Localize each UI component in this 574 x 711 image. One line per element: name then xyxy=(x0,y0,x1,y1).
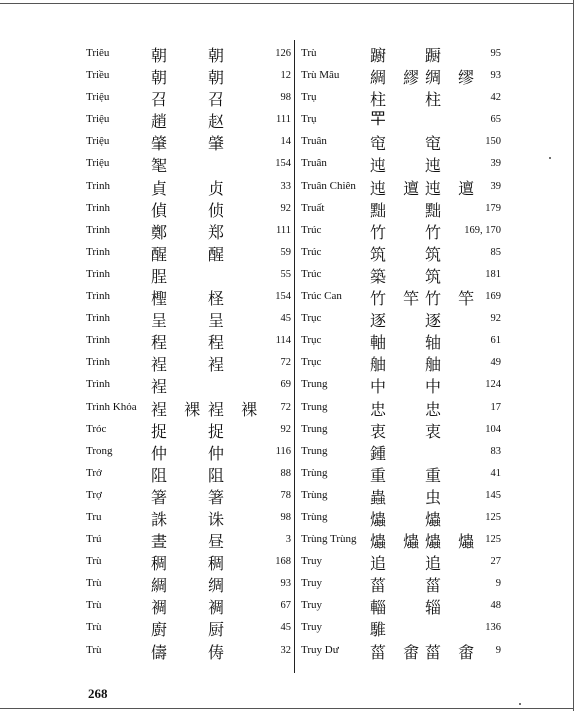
page-reference: 65 xyxy=(490,114,501,126)
entry-term: Trục xyxy=(301,356,322,369)
index-entry xyxy=(86,263,291,285)
page-reference: 61 xyxy=(490,335,501,347)
page-reference: 154 xyxy=(275,291,291,303)
traditional-character: 竹 竿 xyxy=(370,289,426,309)
traditional-character: 程 xyxy=(151,333,174,353)
index-entry xyxy=(86,639,291,661)
speck-mark xyxy=(549,157,551,159)
entry-term: Trúc xyxy=(301,223,322,236)
simplified-character: 迍 邅 xyxy=(425,178,481,198)
simplified-character: 裎 裸 xyxy=(208,399,264,419)
page-reference: 111 xyxy=(276,114,291,126)
entry-term: Trung xyxy=(301,444,328,457)
index-entry xyxy=(301,152,501,174)
simplified-character: 竹 竿 xyxy=(425,289,481,309)
index-entry xyxy=(301,263,501,285)
index-entry xyxy=(86,418,291,440)
page-reference: 169 xyxy=(485,291,501,303)
bottom-border-line xyxy=(0,708,574,709)
entry-term: Trở xyxy=(86,466,102,479)
traditional-character: 醒 xyxy=(151,244,174,264)
page-reference: 12 xyxy=(280,70,291,82)
traditional-character: 肇 xyxy=(151,134,174,154)
index-entry xyxy=(301,373,501,395)
entry-term: Trụ xyxy=(301,91,317,104)
entry-term: Trình xyxy=(86,356,111,369)
entry-term: Trinh xyxy=(86,179,111,192)
entry-term: Trình xyxy=(86,378,111,391)
index-entry xyxy=(301,86,501,108)
index-entry xyxy=(86,329,291,351)
index-entry xyxy=(301,285,501,307)
index-column-left xyxy=(86,42,291,661)
simplified-character: 侦 xyxy=(208,200,231,220)
traditional-character: 捉 xyxy=(151,421,174,441)
simplified-character: 菑 xyxy=(425,576,448,596)
simplified-character: 迍 xyxy=(425,156,448,176)
simplified-character: 郑 xyxy=(208,222,231,242)
entry-term: Trợ xyxy=(86,488,102,501)
page-reference: 181 xyxy=(485,268,501,280)
page-reference: 33 xyxy=(280,180,291,192)
index-entry xyxy=(86,373,291,395)
traditional-character: 衷 xyxy=(370,421,393,441)
simplified-character: 菑 畬 xyxy=(425,642,481,662)
index-entry xyxy=(301,550,501,572)
simplified-character: 虫 xyxy=(425,487,448,507)
entry-term: Truy xyxy=(301,599,322,612)
simplified-character: 绸 xyxy=(208,576,231,596)
simplified-character: 醒 xyxy=(208,244,231,264)
index-entry xyxy=(301,329,501,351)
simplified-character: 衷 xyxy=(425,421,448,441)
index-entry xyxy=(86,108,291,130)
page-reference: 93 xyxy=(280,578,291,590)
traditional-character: 貞 xyxy=(151,178,174,198)
index-entry xyxy=(301,440,501,462)
page-reference: 14 xyxy=(280,136,291,148)
entry-term: Trục xyxy=(301,334,322,347)
simplified-character: 辎 xyxy=(425,598,448,618)
simplified-character: 程 xyxy=(208,333,231,353)
page-reference: 39 xyxy=(490,180,501,192)
simplified-character: 贞 xyxy=(208,178,231,198)
traditional-character: 鍾 xyxy=(370,443,393,463)
page-reference: 88 xyxy=(280,467,291,479)
entry-term: Trù xyxy=(86,555,102,568)
simplified-character: 稠 xyxy=(208,554,231,574)
page-reference: 168 xyxy=(275,556,291,568)
simplified-character: 召 xyxy=(208,90,231,110)
page-reference: 124 xyxy=(485,379,501,391)
simplified-character: 中 xyxy=(425,377,448,397)
page-reference: 150 xyxy=(485,136,501,148)
traditional-character: 檉 xyxy=(151,289,174,309)
index-entry xyxy=(86,528,291,550)
top-border-line xyxy=(0,3,574,4)
simplified-character: 朝 xyxy=(208,68,231,88)
simplified-character: 蹰 xyxy=(425,46,448,65)
entry-term: Trinh xyxy=(86,223,111,236)
index-entry xyxy=(301,506,501,528)
simplified-character: 朝 xyxy=(208,46,231,65)
traditional-character: 黜 xyxy=(370,200,393,220)
page-reference: 104 xyxy=(485,423,501,435)
traditional-character: 裎 xyxy=(151,355,174,375)
index-entry xyxy=(301,639,501,661)
entry-term: Truân xyxy=(301,157,327,170)
traditional-character: 重 xyxy=(370,465,393,485)
traditional-character: 㲛 xyxy=(151,156,174,176)
traditional-character: 儔 xyxy=(151,642,174,662)
simplified-character: 诛 xyxy=(208,509,231,529)
index-entry xyxy=(86,197,291,219)
traditional-character: 菑 xyxy=(370,576,393,596)
index-entry xyxy=(86,64,291,86)
page-number: 268 xyxy=(88,686,108,701)
traditional-character: 召 xyxy=(151,90,174,110)
entry-term: Trúc xyxy=(301,267,322,280)
index-entry xyxy=(86,572,291,594)
simplified-character: 阻 xyxy=(208,465,231,485)
traditional-character: 箸 xyxy=(151,487,174,507)
traditional-character: 迍 xyxy=(370,156,393,176)
traditional-character: 竹 xyxy=(370,222,393,242)
page-reference: 69 xyxy=(280,379,291,391)
entry-term: Trù Mâu xyxy=(301,69,340,82)
entry-term: Truất xyxy=(301,201,325,214)
index-entry xyxy=(86,241,291,263)
entry-term: Triệu xyxy=(86,91,110,104)
traditional-character: 𦉴 xyxy=(370,109,393,129)
entry-term: Truân Chiên xyxy=(301,179,356,192)
page-reference: 9 xyxy=(495,578,501,590)
entry-term: Trú xyxy=(86,533,102,546)
simplified-character: 俦 xyxy=(208,642,231,662)
index-entry xyxy=(86,484,291,506)
index-entry xyxy=(86,86,291,108)
page-reference: 125 xyxy=(485,534,501,546)
traditional-character: 舳 xyxy=(370,355,393,375)
entry-term: Trình xyxy=(86,334,111,347)
simplified-character: 仲 xyxy=(208,443,231,463)
traditional-character: 騅 xyxy=(370,620,393,640)
simplified-character: 厨 xyxy=(208,620,231,640)
simplified-character: 箸 xyxy=(208,487,231,507)
entry-term: Truân xyxy=(301,135,327,148)
page-reference: 85 xyxy=(490,246,501,258)
index-entry xyxy=(86,351,291,373)
page-reference: 45 xyxy=(280,313,291,325)
simplified-character: 呈 xyxy=(208,311,231,331)
index-entry xyxy=(301,462,501,484)
page-reference: 92 xyxy=(280,202,291,214)
entry-term: Trung xyxy=(301,400,328,413)
entry-term: Triều xyxy=(86,69,110,82)
page-reference: 92 xyxy=(490,313,501,325)
entry-term: Trung xyxy=(301,378,328,391)
simplified-character: 赵 xyxy=(208,112,231,132)
traditional-character: 綢 xyxy=(151,576,174,596)
index-entry xyxy=(86,440,291,462)
entry-term: Trong xyxy=(86,444,113,457)
index-entry xyxy=(301,351,501,373)
page-reference: 27 xyxy=(490,556,501,568)
traditional-character: 窀 xyxy=(370,134,393,154)
page-reference: 95 xyxy=(490,48,501,59)
page-reference: 179 xyxy=(485,202,501,214)
traditional-character: 廚 xyxy=(151,620,174,640)
traditional-character: 誅 xyxy=(151,509,174,529)
simplified-character: 筑 xyxy=(425,266,448,286)
entry-term: Truy xyxy=(301,555,322,568)
entry-term: Trù xyxy=(86,643,102,656)
page-reference: 145 xyxy=(485,489,501,501)
index-entry xyxy=(301,108,501,130)
speck-mark xyxy=(519,703,521,705)
entry-term: Triệu xyxy=(86,113,110,126)
page-reference: 98 xyxy=(280,92,291,104)
index-entry xyxy=(86,285,291,307)
page-reference: 126 xyxy=(275,48,291,59)
simplified-character: 逐 xyxy=(425,311,448,331)
entry-term: Trình Khỏa xyxy=(86,400,137,413)
page-reference: 41 xyxy=(490,467,501,479)
simplified-character: 舳 xyxy=(425,355,448,375)
index-entry xyxy=(86,219,291,241)
index-entry xyxy=(86,42,291,64)
entry-term: Trù xyxy=(86,599,102,612)
page-reference: 48 xyxy=(490,600,501,612)
entry-term: Trùng xyxy=(301,466,328,479)
page-reference: 3 xyxy=(285,534,291,546)
simplified-character: 爞 爞 xyxy=(425,532,481,552)
index-entry xyxy=(301,396,501,418)
page-reference: 17 xyxy=(490,401,501,413)
traditional-character: 爞 xyxy=(370,509,393,529)
traditional-character: 忠 xyxy=(370,399,393,419)
page-reference: 72 xyxy=(280,401,291,413)
traditional-character: 蟲 xyxy=(370,487,393,507)
entry-term: Tróc xyxy=(86,422,107,435)
entry-term: Trình xyxy=(86,267,111,280)
traditional-character: 趙 xyxy=(151,112,174,132)
page-reference: 49 xyxy=(490,357,501,369)
page-reference: 45 xyxy=(280,622,291,634)
index-entry xyxy=(86,616,291,638)
page-reference: 42 xyxy=(490,92,501,104)
simplified-character: 重 xyxy=(425,465,448,485)
index-entry xyxy=(301,175,501,197)
entry-term: Triêu xyxy=(86,47,110,59)
entry-term: Trung xyxy=(301,422,328,435)
page-reference: 92 xyxy=(280,423,291,435)
index-entry xyxy=(301,616,501,638)
traditional-character: 綢 繆 xyxy=(370,68,426,88)
index-entry xyxy=(301,307,501,329)
traditional-character: 追 xyxy=(370,554,393,574)
index-entry xyxy=(301,594,501,616)
page-reference: 67 xyxy=(280,600,291,612)
traditional-character: 裯 xyxy=(151,598,174,618)
page-reference: 169, 170 xyxy=(464,224,501,236)
traditional-character: 偵 xyxy=(151,200,174,220)
page-reference: 78 xyxy=(280,489,291,501)
entry-term: Trúc Can xyxy=(301,290,342,303)
entry-term: Trục xyxy=(301,312,322,325)
page-reference: 59 xyxy=(280,246,291,258)
page-reference: 83 xyxy=(490,445,501,457)
index-entry xyxy=(86,462,291,484)
traditional-character: 裎 裸 xyxy=(151,399,207,419)
traditional-character: 阻 xyxy=(151,465,174,485)
simplified-character: 爞 xyxy=(425,509,448,529)
simplified-character: 轴 xyxy=(425,333,448,353)
index-entry xyxy=(86,307,291,329)
traditional-character: 朝 xyxy=(151,46,174,65)
index-entry xyxy=(86,152,291,174)
traditional-character: 晝 xyxy=(151,532,174,552)
index-entry xyxy=(86,550,291,572)
traditional-character: 柱 xyxy=(370,90,393,110)
index-entry xyxy=(301,197,501,219)
simplified-character: 柽 xyxy=(208,289,231,309)
traditional-character: 裎 xyxy=(151,377,174,397)
entry-term: Truy xyxy=(301,577,322,590)
entry-term: Truy xyxy=(301,621,322,634)
simplified-character: 绸 缪 xyxy=(425,68,481,88)
traditional-character: 軸 xyxy=(370,333,393,353)
entry-term: Trụ xyxy=(301,113,317,126)
traditional-character: 菑 畬 xyxy=(370,642,426,662)
entry-term: Trù xyxy=(86,621,102,634)
column-divider xyxy=(294,40,295,673)
entry-term: Trúc xyxy=(301,245,322,258)
entry-term: Trùng xyxy=(301,488,328,501)
traditional-character: 迍 邅 xyxy=(370,178,426,198)
page-reference: 39 xyxy=(490,158,501,170)
index-entry xyxy=(86,175,291,197)
simplified-character: 追 xyxy=(425,554,448,574)
page-reference: 116 xyxy=(275,445,291,457)
traditional-character: 中 xyxy=(370,377,393,397)
page-reference: 136 xyxy=(485,622,501,634)
traditional-character: 爞 爞 xyxy=(370,532,426,552)
simplified-character: 忠 xyxy=(425,399,448,419)
index-entry xyxy=(86,594,291,616)
index-entry xyxy=(301,528,501,550)
page-reference: 125 xyxy=(485,511,501,523)
traditional-character: 築 xyxy=(370,266,393,286)
page-reference: 72 xyxy=(280,357,291,369)
page-reference: 9 xyxy=(495,644,501,656)
page-reference: 55 xyxy=(280,268,291,280)
entry-term: Tru xyxy=(86,510,102,523)
page-reference: 93 xyxy=(490,70,501,82)
simplified-character: 黜 xyxy=(425,200,448,220)
simplified-character: 裯 xyxy=(208,598,231,618)
traditional-character: 鄭 xyxy=(151,222,174,242)
simplified-character: 竹 xyxy=(425,222,448,242)
traditional-character: 呈 xyxy=(151,311,174,331)
simplified-character: 昼 xyxy=(208,532,231,552)
entry-term: Triệu xyxy=(86,157,110,170)
index-entry xyxy=(301,572,501,594)
simplified-character: 捉 xyxy=(208,421,231,441)
entry-term: Trinh xyxy=(86,201,111,214)
index-entry xyxy=(301,484,501,506)
entry-term: Triệu xyxy=(86,135,110,148)
page-reference: 111 xyxy=(276,224,291,236)
traditional-character: 筑 xyxy=(370,244,393,264)
index-entry xyxy=(301,130,501,152)
entry-term: Trình xyxy=(86,312,111,325)
traditional-character: 朝 xyxy=(151,68,174,88)
index-entry xyxy=(301,42,501,64)
traditional-character: 稠 xyxy=(151,554,174,574)
entry-term: Trùng xyxy=(301,510,328,523)
page-reference: 154 xyxy=(275,158,291,170)
index-entry xyxy=(86,506,291,528)
traditional-character: 躕 xyxy=(370,46,393,65)
simplified-character: 筑 xyxy=(425,244,448,264)
entry-term: Trù xyxy=(86,577,102,590)
page-reference: 32 xyxy=(280,644,291,656)
index-entry xyxy=(301,241,501,263)
simplified-character: 窀 xyxy=(425,134,448,154)
index-entry xyxy=(86,130,291,152)
simplified-character: 肇 xyxy=(208,134,231,154)
entry-term: Trình xyxy=(86,290,111,303)
index-entry xyxy=(301,219,501,241)
simplified-character: 柱 xyxy=(425,90,448,110)
traditional-character: 逐 xyxy=(370,311,393,331)
index-column-right xyxy=(301,42,501,661)
traditional-character: 脭 xyxy=(151,266,174,286)
entry-term: Trù xyxy=(301,47,317,59)
traditional-character: 仲 xyxy=(151,443,174,463)
entry-term: Truy Dư xyxy=(301,643,339,656)
index-entry xyxy=(301,418,501,440)
entry-term: Trình xyxy=(86,245,111,258)
page-reference: 114 xyxy=(275,335,291,347)
page-reference: 98 xyxy=(280,511,291,523)
entry-term: Trùng Trùng xyxy=(301,533,357,546)
index-entry xyxy=(301,64,501,86)
index-entry xyxy=(86,396,291,418)
traditional-character: 輜 xyxy=(370,598,393,618)
simplified-character: 裎 xyxy=(208,355,231,375)
